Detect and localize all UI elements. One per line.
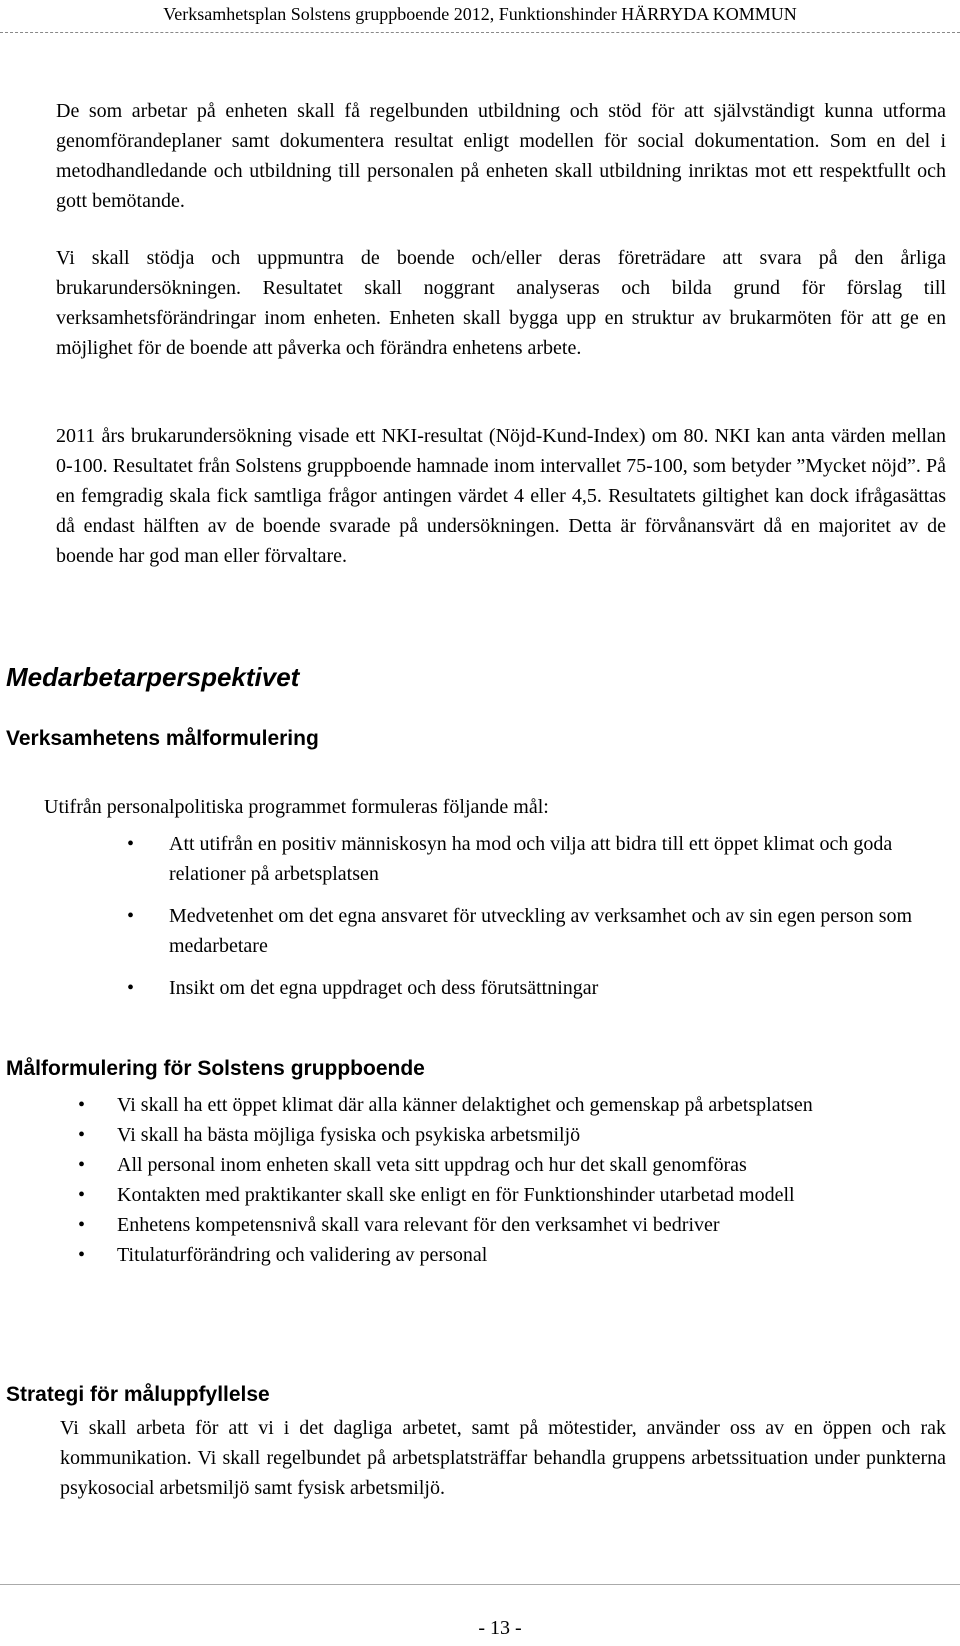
page-number: - 13 - <box>478 1617 522 1639</box>
paragraph-sentence: Detta är förvånansvärt då en majoritet av de boende har god man eller förvaltare. <box>56 515 946 567</box>
section-title: Medarbetarperspektivet <box>6 662 300 692</box>
bullet-icon: • <box>78 1184 86 1206</box>
list-item-text: Kontakten med praktikanter skall ske enligt en för Funktionshinder utarbetad modell <box>117 1184 795 1206</box>
list-item <box>0 973 929 1003</box>
bullet-icon: • <box>78 1154 86 1176</box>
bullet-icon: • <box>78 1244 86 1266</box>
list-item <box>0 1120 932 1150</box>
paragraph-sentence: Vi skall stödja och uppmuntra de boende och/eller deras företrädare att svara på den årliga brukarundersökningen. <box>56 247 946 299</box>
subheading-goals: Verksamhetens målformulering <box>6 727 319 750</box>
running-header-title: Verksamhetsplan Solstens gruppboende 2012, Funktionshinder HÄRRYDA KOMMUN <box>163 4 797 24</box>
list-item <box>0 1150 932 1180</box>
bullet-icon: • <box>127 905 135 927</box>
bullet-icon: • <box>78 1214 86 1236</box>
paragraph-sentence: Resultatet från Solstens gruppboende hamnade inom intervallet 75-100, som betyder ”Mycket nöjd”. <box>107 455 921 477</box>
list-item-text: Insikt om det egna uppdraget och dess förutsättningar <box>169 977 599 999</box>
list-item-text: Medvetenhet om det egna ansvaret för utveckling av verksamhet och av sin egen person som medarbetare <box>169 905 913 957</box>
footer-divider <box>0 1584 960 1585</box>
list-item <box>0 1180 932 1210</box>
bullet-icon: • <box>127 833 135 855</box>
running-header <box>0 0 960 34</box>
bullet-icon: • <box>78 1124 86 1146</box>
bullet-icon: • <box>78 1094 86 1116</box>
list-item-text: Vi skall ha bästa möjliga fysiska och psykiska arbetsmiljö <box>117 1124 581 1146</box>
paragraph-sentence: Resultatet skall noggrant analyseras och bilda grund för förslag till verksamhetsförändringar inom enheten. <box>56 277 946 329</box>
list-item <box>0 829 929 889</box>
paragraph-survey-results <box>56 421 946 571</box>
list-item-text: Enhetens kompetensnivå skall vara relevant för den verksamhet vi bedriver <box>117 1214 720 1236</box>
paragraph-training <box>56 96 946 216</box>
paragraph-sentence: Resultatets giltighet kan dock ifrågasättas då endast hälften av de boende svarade på undersökningen. <box>56 485 946 537</box>
paragraph-sentence: De som arbetar på enheten skall få regelbunden utbildning och stöd för att självständigt kunna utforma genomförandeplaner samt dokumentera resultat enligt modellen för social dokumentation. <box>56 100 946 152</box>
goals-list <box>0 829 960 1015</box>
paragraph-sentence: 2011 års brukarundersökning visade ett NKI-resultat (Nöjd-Kund-Index) om 80. <box>56 425 709 447</box>
list-item <box>0 1210 932 1240</box>
paragraph-sentence: Enheten skall bygga upp en struktur av brukarmöten för att ge en möjlighet för de boende att påverka och förändra enhetens arbete. <box>56 307 946 359</box>
subheading-strategy: Strategi för måluppfyllelse <box>6 1383 270 1406</box>
paragraph-sentence: Vi skall arbeta för att vi i det dagliga arbetet, samt på mötestider, använder oss av en öppen och rak kommunikation. <box>60 1417 946 1469</box>
paragraph-sentence: På en femgradig skala fick samtliga frågor antingen värdet 4 eller 4,5. <box>56 455 946 507</box>
header-divider <box>0 32 960 33</box>
bullet-icon: • <box>127 977 135 999</box>
paragraph-sentence: Vi skall regelbundet på arbetsplatsträffar behandla gruppens arbetssituation under punkterna psykosocial arbetsmiljö samt fysisk arbetsmiljö. <box>60 1447 946 1499</box>
list-item <box>0 901 929 961</box>
paragraph-sentence: NKI kan anta värden mellan 0-100. <box>56 425 946 477</box>
subheading-solsten-goals: Målformulering för Solstens gruppboende <box>6 1057 425 1080</box>
solsten-goals-list <box>0 1090 960 1270</box>
paragraph-sentence: Som en del i metodhandledande och utbildning till personalen på enheten skall utbildning inriktas mot ett respektfullt och gott bemötande. <box>56 130 946 212</box>
list-item-text: Att utifrån en positiv människosyn ha mod och vilja att bidra till ett öppet klimat och goda relationer på arbetsplatsen <box>169 833 893 885</box>
goals-intro: Utifrån personalpolitiska programmet formuleras följande mål: <box>44 796 549 818</box>
list-item <box>0 1240 932 1270</box>
list-item <box>0 1090 932 1120</box>
list-item-text: All personal inom enheten skall veta sitt uppdrag och hur det skall genomföras <box>117 1154 747 1176</box>
list-item-text: Vi skall ha ett öppet klimat där alla känner delaktighet och gemenskap på arbetsplatsen <box>117 1094 813 1116</box>
paragraph-strategy <box>60 1413 946 1503</box>
list-item-text: Titulaturförändring och validering av personal <box>117 1244 488 1266</box>
paragraph-user-survey <box>56 243 946 363</box>
